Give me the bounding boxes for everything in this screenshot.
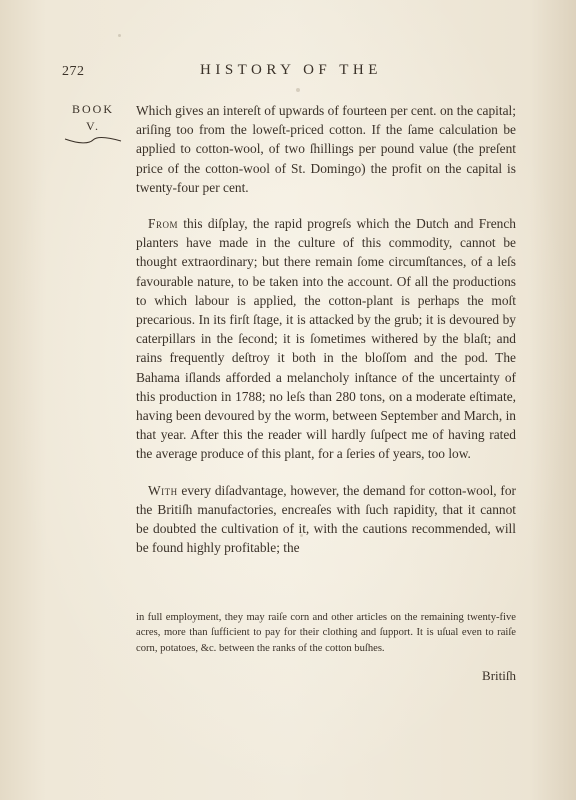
paragraph-3 [136,481,516,558]
paragraph-1 [136,101,516,197]
volume-label: V. [85,119,101,133]
ink-speck [296,88,300,92]
flourish-ornament [61,135,125,145]
paragraph-text: this diſplay, the rapid progreſs which the Dutch and French planters have made in the culture of this commodity, cannot be thought extraordinary; but there remain ſome circumſtances, of a leſs favourable nature, to be taken into the account. Of all the productions to which labour is applied, the cotton-plant is perhaps the moſt precarious. In its firſt ſtage, it is attacked by the grub; it is devoured by caterpillars in the ſecond; it is ſometimes withered by the blaſt; and rains frequently deſtroy it both in the bloſſom and the pod. The Bahama iſlands afforded a melancholy inſtance of the uncertainty of this production in 1788; no leſs than 280 tons, on a moderate eſtimate, having been devoured by the worm, between September and March, in that year. After this the reader will hardly ſuſpect me of having rated the average produce of this plant, for a ſeries of years, too low. [136,216,516,462]
paragraph-text: Which gives an intereſt of upwards of fourteen per cent. on the capital; ariſing too from the loweſt-priced cotton. If the ſame calculation be applied to cotton-wool, of two ſhillings per pound value (the preſent price of the cotton-wool of St. Domingo) the profit on the capital is twenty-four per cent. [136,103,516,195]
paragraph-2 [136,214,516,464]
catchword: Britiſh [482,668,516,683]
paragraph-text: every diſadvantage, however, the demand for cotton-wool, for the Britiſh manufactories, encreaſes with ſuch rapidity, that it cannot be doubted the cultivation of it, with the cautions recommended, will be found highly profitable; the [136,482,516,556]
running-head: HISTORY OF THE [200,62,382,78]
book-label: BOOK [71,102,114,116]
paragraph-lead: With [148,482,178,498]
page-number: 272 [62,64,85,79]
main-text [136,101,516,557]
footnote: in full employment, they may raiſe corn and other articles on the remaining twenty-five acres, more than ſufficient to pay for their clothing and ſupport. It is uſual even to raiſe corn, potatoes, &c. between the ranks of the cotton buſhes. [136,612,516,654]
ink-speck [118,34,121,37]
margin-note [58,101,128,145]
paragraph-lead: From [148,216,178,232]
